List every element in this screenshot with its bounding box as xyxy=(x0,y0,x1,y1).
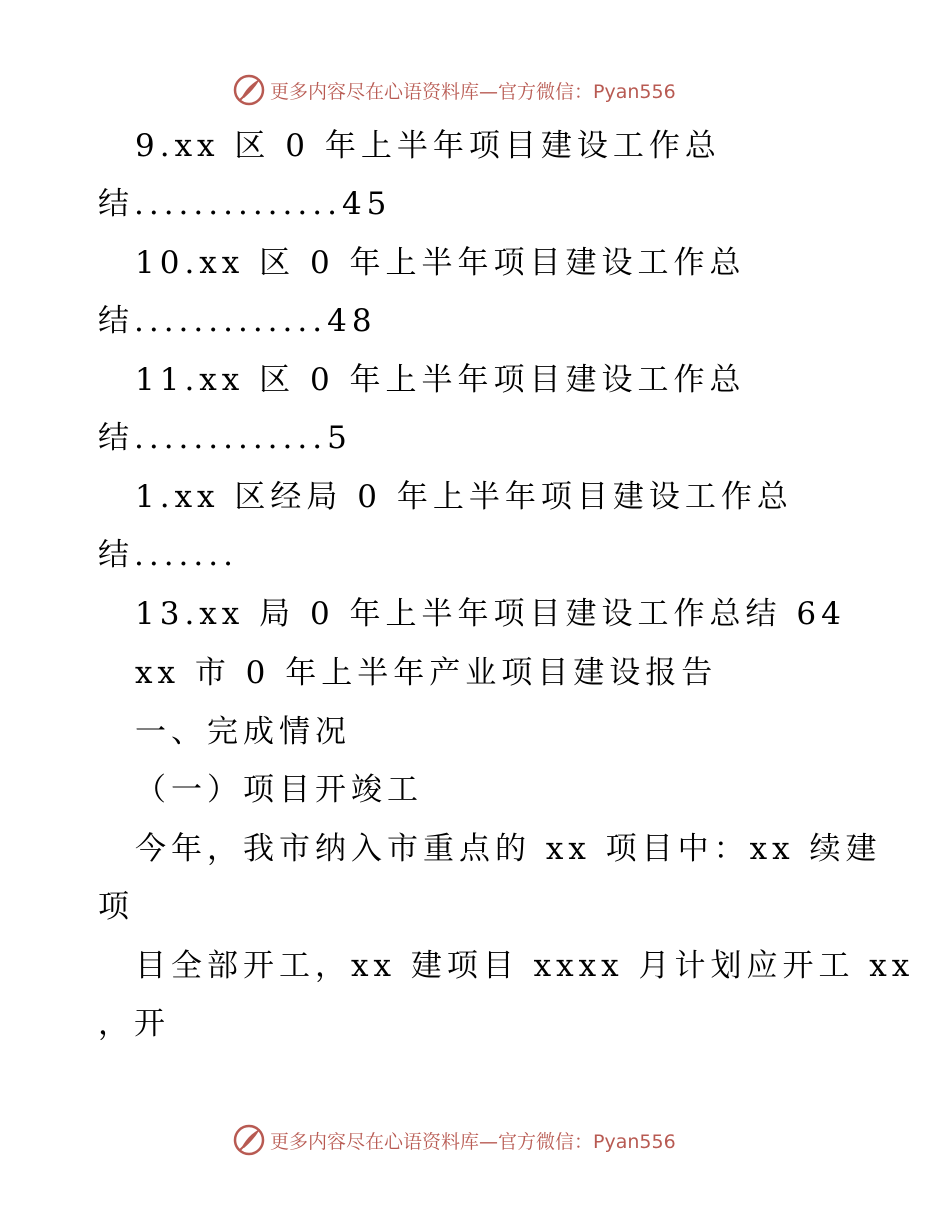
toc-entry-10: 10.xx 区 0 年上半年项目建设工作总 xyxy=(135,245,746,281)
toc-entry-13: 13.xx 局 0 年上半年项目建设工作总结 64 xyxy=(135,596,846,632)
toc-entry-9-page: 结..............45 xyxy=(98,186,392,222)
toc-entry-11: 11.xx 区 0 年上半年项目建设工作总 xyxy=(135,362,746,398)
watermark-text: 更多内容尽在心语资料库—官方微信：Pyan556 xyxy=(270,80,676,103)
paragraph-line: ，开 xyxy=(98,1006,170,1042)
subsection-heading: （一）项目开竣工 xyxy=(135,772,423,808)
paragraph-line: 项 xyxy=(98,889,134,925)
toc-entry-10-page: 结.............48 xyxy=(98,303,377,339)
toc-entry-11-page: 结.............5 xyxy=(98,420,352,456)
paragraph-line: 目全部开工，xx 建项目 xxxx 月计划应开工 xx xyxy=(135,948,915,984)
watermark-text: 更多内容尽在心语资料库—官方微信：Pyan556 xyxy=(270,1130,676,1153)
quill-logo-icon xyxy=(232,73,266,107)
watermark-footer xyxy=(232,1122,676,1158)
quill-logo-icon xyxy=(232,1123,266,1157)
report-title: xx 市 0 年上半年产业项目建设报告 xyxy=(135,655,718,691)
paragraph-line: 今年，我市纳入市重点的 xx 项目中：xx 续建 xyxy=(135,831,882,867)
toc-entry-9: 9.xx 区 0 年上半年项目建设工作总 xyxy=(135,128,721,164)
toc-entry-12: 1.xx 区经局 0 年上半年项目建设工作总 xyxy=(135,479,793,515)
section-heading: 一、完成情况 xyxy=(135,714,351,750)
toc-entry-12-page: 结....... xyxy=(98,537,238,573)
watermark-header xyxy=(232,72,676,108)
